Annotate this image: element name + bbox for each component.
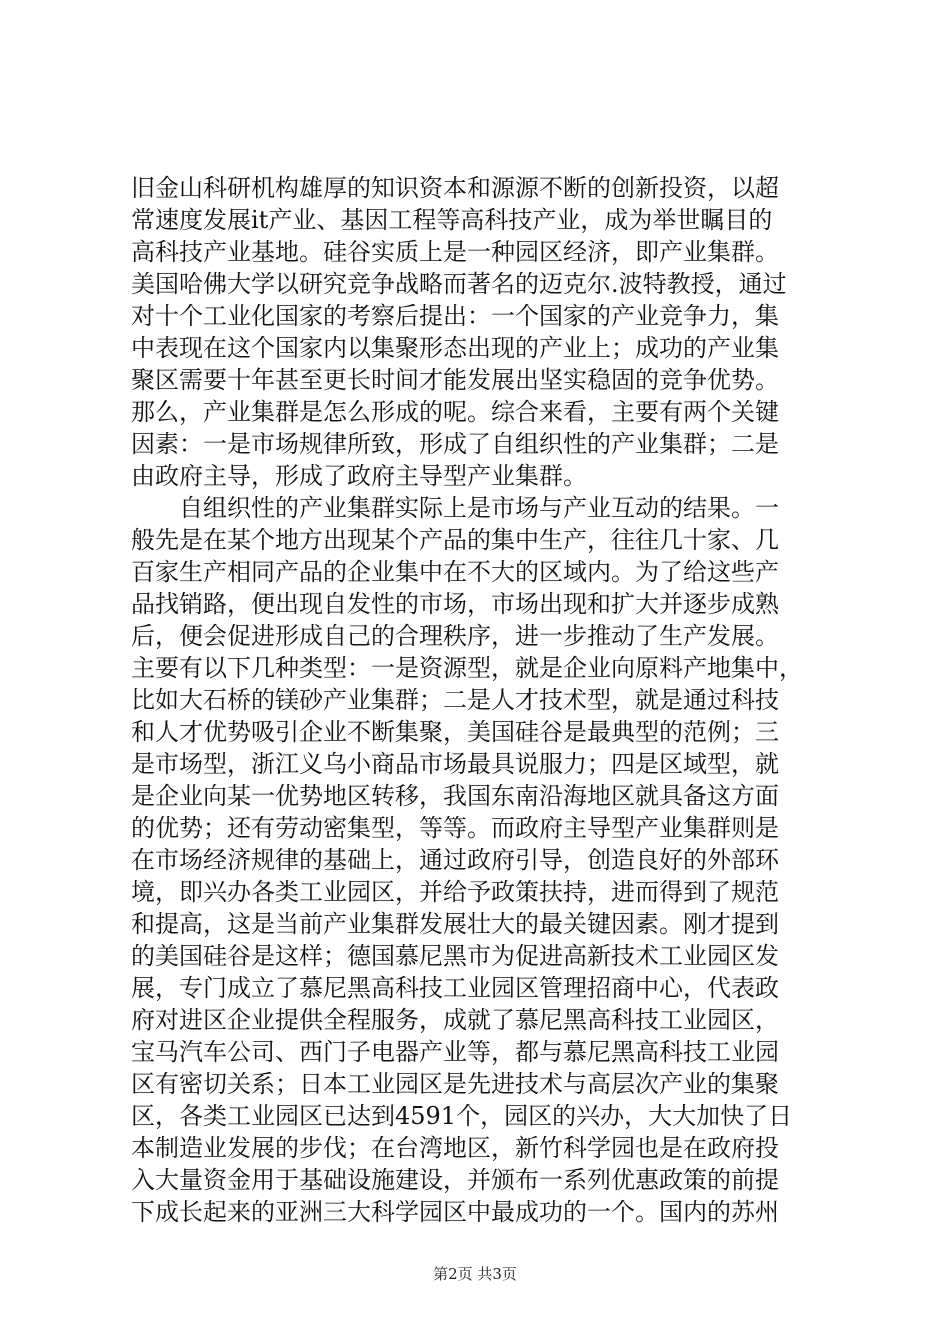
text-line: 因素：一是市场规律所致，形成了自组织性的产业集群；二是 [131, 430, 779, 458]
text-line: 的美国硅谷是这样；德国慕尼黑市为促进高新技术工业园区发 [131, 942, 779, 970]
text-line: 在市场经济规律的基础上，通过政府引导，创造良好的外部环 [131, 846, 779, 874]
text-line: 是市场型，浙江义乌小商品市场最具说服力；四是区域型，就 [131, 750, 779, 778]
body-text [131, 172, 831, 1228]
text-line: 美国哈佛大学以研究竞争战略而著名的迈克尔.波特教授，通过 [131, 270, 787, 298]
text-line: 本制造业发展的步伐；在台湾地区，新竹科学园也是在政府投 [131, 1134, 779, 1162]
text-line: 对十个工业化国家的考察后提出：一个国家的产业竞争力，集 [131, 302, 779, 330]
text-line: 的优势；还有劳动密集型，等等。而政府主导型产业集群则是 [131, 814, 779, 842]
text-line: 百家生产相同产品的企业集中在不大的区域内。为了给这些产 [131, 558, 779, 586]
text-line: 展，专门成立了慕尼黑高科技工业园区管理招商中心，代表政 [131, 974, 779, 1002]
text-line: 下成长起来的亚洲三大科学园区中最成功的一个。国内的苏州 [131, 1198, 779, 1226]
text-line: 那么，产业集群是怎么形成的呢。综合来看，主要有两个关键 [131, 398, 779, 426]
text-line: 由政府主导，形成了政府主导型产业集群。 [131, 462, 587, 490]
text-line: 是企业向某一优势地区转移，我国东南沿海地区就具备这方面 [131, 782, 779, 810]
text-line: 常速度发展it产业、基因工程等高科技产业，成为举世瞩目的 [131, 206, 773, 234]
text-line: 主要有以下几种类型：一是资源型，就是企业向原料产地集中， [131, 654, 803, 682]
text-line: 般先是在某个地方出现某个产品的集中生产，往往几十家、几 [131, 526, 779, 554]
text-line: 区，各类工业园区已达到4591个，园区的兴办，大大加快了日 [131, 1102, 793, 1130]
text-line: 和人才优势吸引企业不断集聚，美国硅谷是最典型的范例；三 [131, 718, 779, 746]
text-line: 宝马汽车公司、西门子电器产业等，都与慕尼黑高科技工业园 [131, 1038, 779, 1066]
text-line: 自组织性的产业集群实际上是市场与产业互动的结果。一 [131, 494, 779, 522]
text-line: 区有密切关系；日本工业园区是先进技术与高层次产业的集聚 [131, 1070, 779, 1098]
text-line: 后，便会促进形成自己的合理秩序，进一步推动了生产发展。 [131, 622, 779, 650]
text-line: 聚区需要十年甚至更长时间才能发展出坚实稳固的竞争优势。 [131, 366, 779, 394]
text-line: 比如大石桥的镁砂产业集群；二是人才技术型，就是通过科技 [131, 686, 779, 714]
text-line: 入大量资金用于基础设施建设，并颁布一系列优惠政策的前提 [131, 1166, 779, 1194]
text-line: 高科技产业基地。硅谷实质上是一种园区经济，即产业集群。 [131, 238, 779, 266]
text-line: 境，即兴办各类工业园区，并给予政策扶持，进而得到了规范 [131, 878, 779, 906]
text-line: 府对进区企业提供全程服务，成就了慕尼黑高科技工业园区， [131, 1006, 779, 1034]
text-line: 旧金山科研机构雄厚的知识资本和源源不断的创新投资，以超 [131, 174, 779, 202]
page-footer: 第2页 共3页 [433, 1265, 517, 1283]
text-line: 中表现在这个国家内以集聚形态出现的产业上；成功的产业集 [131, 334, 779, 362]
text-line: 和提高，这是当前产业集群发展壮大的最关键因素。刚才提到 [131, 910, 779, 938]
text-line: 品找销路，便出现自发性的市场，市场出现和扩大并逐步成熟 [131, 590, 779, 618]
